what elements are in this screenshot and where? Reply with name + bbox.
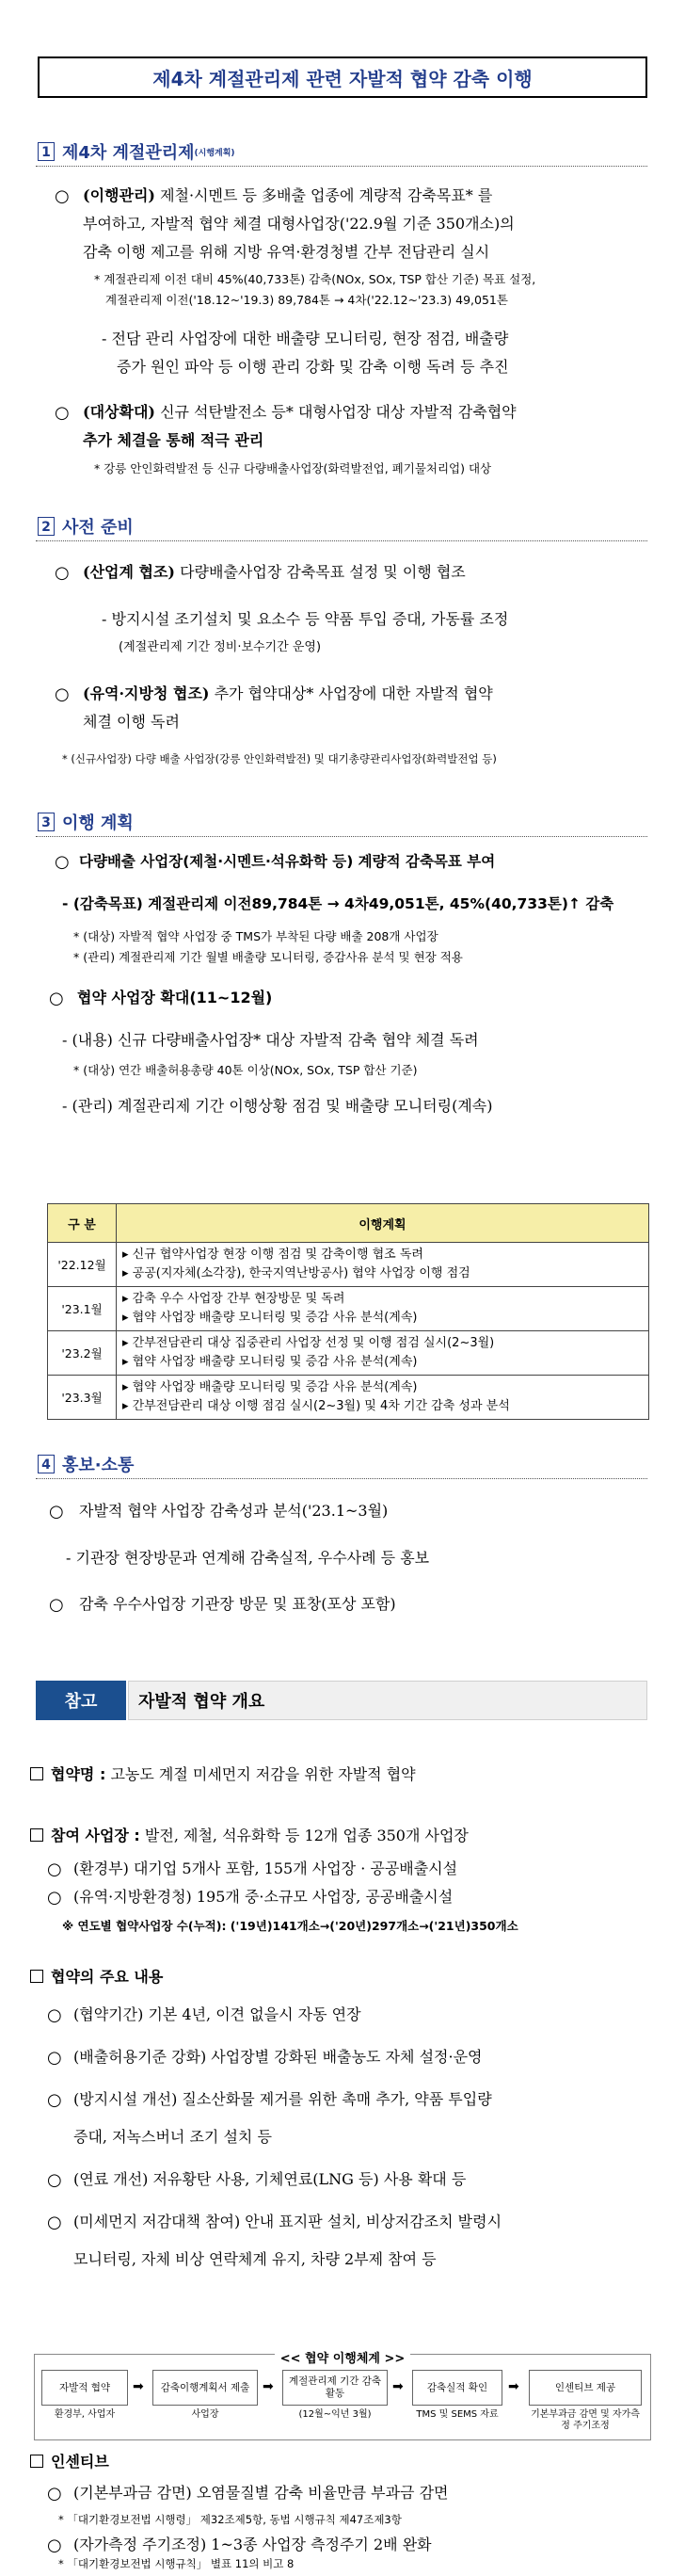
table-cell-period: '23.2월 [48, 1331, 117, 1376]
section-1-number: 1 [38, 142, 55, 161]
sec3-item2-dash1: - (내용) 신규 다량배출사업장* 대상 자발적 감축 협약 체결 독려 [62, 1031, 479, 1049]
section-4-number: 4 [38, 1455, 55, 1473]
section-4-rule [36, 1478, 647, 1479]
sec4-item2-line1: 감축 우수사업장 기관장 방문 및 표창(포상 포함) [79, 1595, 396, 1613]
sec2-item1-dash2: (계절관리제 기간 정비·보수기간 운영) [119, 640, 322, 654]
sec2-item2-line1: (유역·지방청 협조) 추가 협약대상* 사업장에 대한 자발적 협약 [83, 684, 493, 702]
reference-tag: 참고 [36, 1681, 126, 1720]
implementation-plan-table [47, 1203, 649, 1420]
square-bullet-icon [30, 1828, 43, 1842]
circle-bullet-icon: ○ [55, 852, 70, 872]
section-4-title: 홍보·소통 [62, 1456, 135, 1475]
sec2-item2-note1: * (신규사업장) 다량 배출 사업장(강릉 안인화력발전) 및 대기총량관리사업장(화력발전업 등) [62, 752, 497, 765]
flow-step-3-sub: (12월~익년 3월) [298, 2409, 372, 2420]
content-heading: 협약의 주요 내용 [30, 1963, 651, 1991]
sec1-item2-note1: * 강릉 안인화력발전 등 신규 다량배출사업장(화력발전업, 폐기물처리업) 대상 [94, 461, 492, 475]
incentive-item1: (기본부과금 감면) 오염물질별 감축 비율만큼 부과금 감면 [73, 2484, 449, 2502]
flow-title: << 협약 이행체계 >> [0, 2348, 685, 2366]
sec1-item1-dash2: 증가 원인 파악 등 이행 관리 강화 및 감축 이행 독려 등 추진 [117, 358, 509, 376]
sec2-item2-line2: 체결 이행 독려 [83, 713, 180, 731]
content-item5a: (미세먼지 저감대책 참여) 안내 표지판 설치, 비상저감조치 발령시 [73, 2213, 502, 2230]
section-1-rule [36, 166, 647, 167]
table-row [48, 1243, 649, 1287]
table-cell-period: '22.12월 [48, 1243, 117, 1287]
sec1-item2-line2: 추가 체결을 통해 적극 관리 [83, 431, 264, 449]
arrow-right-icon: ➡ [263, 2379, 274, 2394]
arrow-right-icon: ➡ [133, 2379, 144, 2394]
table-header-row [48, 1204, 649, 1243]
sec1-item1-line2: 부여하고, 자발적 협약 체결 대형사업장('22.9월 기준 350개소)의 [83, 215, 515, 233]
incentive-item2-note: * 「대기환경보전법 시행규칙」 별표 11의 비고 8 [58, 2557, 295, 2570]
circle-bullet-icon: ○ [49, 1595, 64, 1615]
section-1-title-sup: (시행계획) [194, 148, 235, 158]
section-2-title: 사전 준비 [62, 518, 134, 538]
sec2-item1-dash1: - 방지시설 조기설치 및 요소수 등 약품 투입 증대, 가동률 조정 [102, 610, 509, 628]
circle-bullet-icon: ○ [47, 2005, 62, 2025]
sec3-item2-line1: 협약 사업장 확대(11~12월) [77, 989, 273, 1006]
circle-bullet-icon: ○ [55, 186, 70, 206]
flow-step-4-sub: TMS 및 SEMS 자료 [416, 2409, 499, 2420]
circle-bullet-icon: ○ [55, 684, 70, 704]
participants-item3: ※ 연도별 협약사업장 수(누적): ('19년)141개소→('20년)297개소→('21년)350개소 [62, 1919, 518, 1933]
sec4-item1-dash1: - 기관장 현장방문과 연계해 감축실적, 우수사례 등 홍보 [66, 1549, 430, 1567]
square-bullet-icon [30, 1970, 43, 1983]
incentive-heading: 인센티브 [30, 2448, 651, 2476]
table-cell-period: '23.1월 [48, 1287, 117, 1331]
sec1-item1-line3: 감축 이행 제고를 위해 지방 유역·환경청별 간부 전담관리 실시 [83, 243, 490, 261]
reference-title: 자발적 협약 개요 [128, 1681, 647, 1720]
section-3-number: 3 [38, 813, 55, 831]
table-row [48, 1331, 649, 1376]
circle-bullet-icon: ○ [47, 2536, 62, 2555]
section-2-heading [38, 514, 134, 539]
content-item4: (연료 개선) 저유황탄 사용, 기체연료(LNG 등) 사용 확대 등 [73, 2170, 467, 2188]
flow-step-1: 자발적 협약 [41, 2370, 128, 2406]
flow-step-2-sub: 사업장 [191, 2409, 219, 2420]
section-2-number: 2 [38, 517, 55, 536]
table-row [48, 1376, 649, 1420]
participants-item1: (환경부) 대기업 5개사 포함, 155개 사업장 · 공공배출시설 [73, 1860, 458, 1877]
flow-step-2: 감축이행계획서 제출 [152, 2370, 258, 2406]
square-bullet-icon [30, 2455, 43, 2468]
flow-step-1-sub: 환경부, 사업자 [54, 2409, 116, 2420]
sec1-item1-note1: * 계절관리제 이전 대비 45%(40,733톤) 감축(NOx, SOx, TSP 합산 기준) 목표 설정, [94, 272, 536, 286]
content-item1: (협약기간) 기본 4년, 이견 없을시 자동 연장 [73, 2005, 361, 2023]
sec3-item1-note2: * (관리) 계절관리제 기간 월별 배출량 모니터링, 증감사유 분석 및 현장 적용 [73, 950, 463, 964]
circle-bullet-icon: ○ [47, 2484, 62, 2504]
content-item3b: 증대, 저녹스버너 조기 설치 등 [73, 2128, 272, 2146]
sec1-item1-dash1: - 전담 관리 사업장에 대한 배출량 모니터링, 현장 점검, 배출량 [102, 330, 509, 347]
circle-bullet-icon: ○ [47, 2170, 62, 2190]
table-cell-plan: ▸ 감축 우수 사업장 간부 현장방문 및 독려 ▸ 협약 사업장 배출량 모니터링 및 증감 사유 분석(계속) [117, 1287, 649, 1331]
sec3-item2-dash2: - (관리) 계절관리제 기간 이행상황 점검 및 배출량 모니터링(계속) [62, 1097, 493, 1115]
table-header-plan: 이행계획 [117, 1204, 649, 1243]
content-item5b: 모니터링, 자체 비상 연락체계 유지, 차량 2부제 참여 등 [73, 2250, 437, 2268]
table-row [48, 1287, 649, 1331]
sec3-item2-note1: * (대상) 연간 배출허용총량 40톤 이상(NOx, SOx, TSP 합산 기준) [73, 1063, 418, 1077]
square-bullet-icon [30, 1767, 43, 1780]
flow-step-5: 인센티브 제공 [529, 2370, 642, 2406]
sec3-item1-dash1: - (감축목표) 계절관리제 이전89,784톤 → 4차49,051톤, 45%(40,733톤)↑ 감축 [62, 895, 614, 912]
circle-bullet-icon: ○ [47, 2213, 62, 2232]
sec3-item1-line1: 다량배출 사업장(제철·시멘트·석유화학 등) 계량적 감축목표 부여 [79, 853, 496, 870]
page-title: 제4차 계절관리제 관련 자발적 협약 감축 이행 [38, 56, 647, 98]
sec3-item1-note1: * (대상) 자발적 협약 사업장 중 TMS가 부착된 다량 배출 208개 사업장 [73, 929, 438, 943]
participants-item2: (유역·지방환경청) 195개 중·소규모 사업장, 공공배출시설 [73, 1888, 454, 1906]
flow-step-3: 계절관리제 기간 감축 활동 [282, 2370, 388, 2406]
section-3-rule [36, 836, 647, 837]
section-1-title: 제4차 계절관리제 [62, 143, 195, 163]
participants-line: 참여 사업장 : 발전, 제철, 석유화학 등 12개 업종 350개 사업장 [30, 1822, 651, 1850]
agreement-name-line: 협약명 : 고농도 계절 미세먼지 저감을 위한 자발적 협약 [30, 1761, 651, 1789]
arrow-right-icon: ➡ [392, 2379, 404, 2394]
circle-bullet-icon: ○ [47, 2048, 62, 2068]
content-item3a: (방지시설 개선) 질소산화물 제거를 위한 촉매 추가, 약품 투입량 [73, 2090, 492, 2108]
circle-bullet-icon: ○ [55, 403, 70, 423]
sec2-item1-line1: (산업계 협조) 다량배출사업장 감축목표 설정 및 이행 협조 [83, 563, 466, 581]
table-cell-period: '23.3월 [48, 1376, 117, 1420]
incentive-item2: (자가측정 주기조정) 1~3종 사업장 측정주기 2배 완화 [73, 2536, 432, 2553]
incentive-item1-note: * 「대기환경보전법 시행령」 제32조제5항, 동법 시행규칙 제47조제3항 [58, 2513, 402, 2526]
section-3-title: 이행 계획 [62, 813, 134, 833]
content-item2: (배출허용기준 강화) 사업장별 강화된 배출농도 자체 설정·운영 [73, 2048, 483, 2066]
table-cell-plan: ▸ 간부전담관리 대상 집중관리 사업장 선정 및 이행 점검 실시(2~3월) ▸ 협약 사업장 배출량 모니터링 및 증감 사유 분석(계속) [117, 1331, 649, 1376]
sec1-item1-line1: (이행관리) 제철·시멘트 등 多배출 업종에 계량적 감축목표* 를 [83, 186, 493, 204]
flow-step-4: 감축실적 확인 [412, 2370, 502, 2406]
circle-bullet-icon: ○ [47, 1888, 62, 1908]
sec1-item1-note2: 계절관리제 이전('18.12~'19.3) 89,784톤 → 4차('22.12~'23.3) 49,051톤 [105, 293, 508, 307]
circle-bullet-icon: ○ [49, 989, 64, 1008]
table-cell-plan: ▸ 협약 사업장 배출량 모니터링 및 증감 사유 분석(계속) ▸ 간부전담관리 대상 이행 점검 실시(2~3월) 및 4차 기간 감축 성과 분석 [117, 1376, 649, 1420]
table-cell-plan: ▸ 신규 협약사업장 현장 이행 점검 및 감축이행 협조 독려 ▸ 공공(지자체(소각장), 한국지역난방공사) 협약 사업장 이행 점검 [117, 1243, 649, 1287]
circle-bullet-icon: ○ [47, 1860, 62, 1879]
circle-bullet-icon: ○ [55, 563, 70, 583]
arrow-right-icon: ➡ [508, 2379, 519, 2394]
circle-bullet-icon: ○ [47, 2090, 62, 2110]
section-2-rule [36, 540, 647, 541]
flow-step-5-sub: 기본부과금 감면 및 자가측정 주기조정 [531, 2409, 640, 2431]
section-1-heading [38, 139, 235, 164]
table-header-period: 구 분 [48, 1204, 117, 1243]
sec1-item2-line1: (대상확대) 신규 석탄발전소 등* 대형사업장 대상 자발적 감축협약 [83, 403, 517, 421]
section-4-heading [38, 1452, 134, 1476]
section-3-heading [38, 810, 134, 834]
sec4-item1-line1: 자발적 협약 사업장 감축성과 분석('23.1~3월) [79, 1502, 389, 1520]
circle-bullet-icon: ○ [49, 1502, 64, 1521]
